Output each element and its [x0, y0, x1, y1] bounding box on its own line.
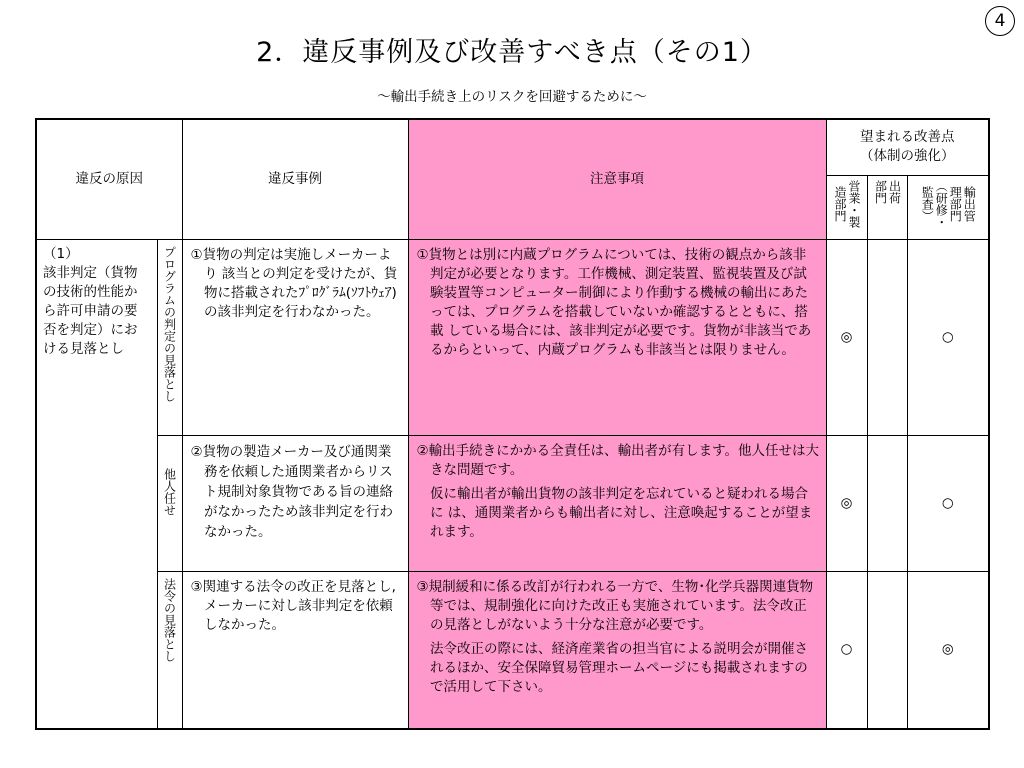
- case-text: ②貨物の製造メーカー及び通関業務を依頼した通関業者からリスト規制対象貨物である旨の連絡がなかったため該非判定を行わなかった。: [190, 443, 393, 540]
- subcategory-cell: [157, 571, 182, 729]
- note-cell: [408, 435, 826, 571]
- page-title: 2．違反事例及び改善すべき点（その1）: [256, 37, 768, 68]
- note-text-2: 法令改正の際には、経済産業省の担当官による説明会が開催されるほか、安全保障貿易管理ホームページにも掲載されますので活用して下さい。: [430, 640, 808, 695]
- mark-ship: [867, 571, 907, 729]
- header-dept-mgmt-col1: 輸出管: [962, 185, 977, 222]
- note-text: ②輸出手続きにかかる全責任は、輸出者が有します。他人任せは大きな問題です。: [416, 442, 820, 478]
- violation-table: [35, 118, 990, 730]
- header-dept-ship-col2: 部門: [873, 179, 888, 204]
- cause-cell: [36, 239, 157, 729]
- mark-mfg: ◎: [826, 435, 867, 571]
- note-text: ③規制緩和に係る改訂が行われる一方で、生物･化学兵器関連貨物等では、規制強化に向けた改正も実施されています。法令改正の見落としがないよう十分な注意が必要です。: [416, 578, 814, 633]
- case-text: ③関連する法令の改正を見落とし,メーカーに対し該非判定を依頼しなかった。: [190, 578, 396, 633]
- note-text: ①貨物とは別に内蔵プログラムについては、技術の観点から該非判定が必要となります。工作機械、測定装置、監視装置及び試験装置等コンピューター制御により作動する機械の輸出にあたっては、プログラムを搭載していないか確認するとともに、搭載 している場合には、該非判定が必要です。貨物が非該当であるからといって、内蔵プログラムも非該当とは限りません。: [416, 246, 812, 358]
- header-dept-ship: [867, 175, 907, 239]
- header-dept-mgmt-col3: （研修・: [934, 179, 949, 228]
- case-text: ①貨物の判定は実施しメーカーより 該当との判定を受けたが、貨物に搭載されたﾌﾟﾛｸﾞﾗﾑ(ｿﾌﾄｳｪｱ)の該非判定を行わなかった。: [190, 246, 398, 320]
- page-subtitle: ～輸出手続き上のリスクを回避するために～: [377, 89, 647, 105]
- case-cell: [182, 571, 408, 729]
- note-cell: [408, 239, 826, 435]
- header-note: 注意事項: [408, 119, 826, 239]
- note-cell: [408, 571, 826, 729]
- subcategory-label: 法令の見落とし: [162, 577, 177, 662]
- case-cell: [182, 239, 408, 435]
- mark-mgmt: ◎: [907, 571, 989, 729]
- header-case: 違反事例: [182, 119, 408, 239]
- subcategory-label: 他人任せ: [162, 467, 177, 516]
- cause-number: （1）: [43, 245, 79, 262]
- header-dept-ship-col1: 出荷: [887, 179, 902, 204]
- mark-ship: [867, 239, 907, 435]
- table-row: [36, 571, 989, 729]
- header-cause: 違反の原因: [36, 119, 182, 239]
- case-cell: [182, 435, 408, 571]
- header-dept-mgmt-col2: 理部門: [948, 185, 963, 222]
- mark-mgmt: ○: [907, 239, 989, 435]
- mark-mgmt: ○: [907, 435, 989, 571]
- header-dept-mgmt-col4: 監査）: [920, 185, 935, 222]
- subcategory-cell: [157, 239, 182, 435]
- header-improvement: [826, 119, 989, 175]
- mark-mfg: ◎: [826, 239, 867, 435]
- page-number: 4: [985, 6, 1015, 36]
- header-dept-mfg-col2: 造部門: [833, 185, 847, 222]
- header-dept-mfg-col1: 営業・製: [847, 179, 861, 228]
- table-row: [36, 239, 989, 435]
- table-row: [36, 435, 989, 571]
- mark-mfg: ○: [826, 571, 867, 729]
- header-dept-mfg: [826, 175, 867, 239]
- note-text-2: 仮に輸出者が輸出貨物の該非判定を忘れていると疑われる場合に は、通関業者からも輸出者に対し、注意喚起することが望まれます。: [430, 485, 813, 540]
- cause-text: 該非判定（貨物の技術的性能から許可申請の要否を判定）における見落とし: [43, 264, 138, 357]
- header-improvement-line1: 望まれる改善点: [860, 129, 955, 146]
- mark-ship: [867, 435, 907, 571]
- subcategory-cell: [157, 435, 182, 571]
- header-improvement-line2: （体制の強化）: [860, 148, 955, 165]
- subcategory-label: プログラムの判定の見落とし: [162, 245, 177, 402]
- header-dept-mgmt: [907, 175, 989, 239]
